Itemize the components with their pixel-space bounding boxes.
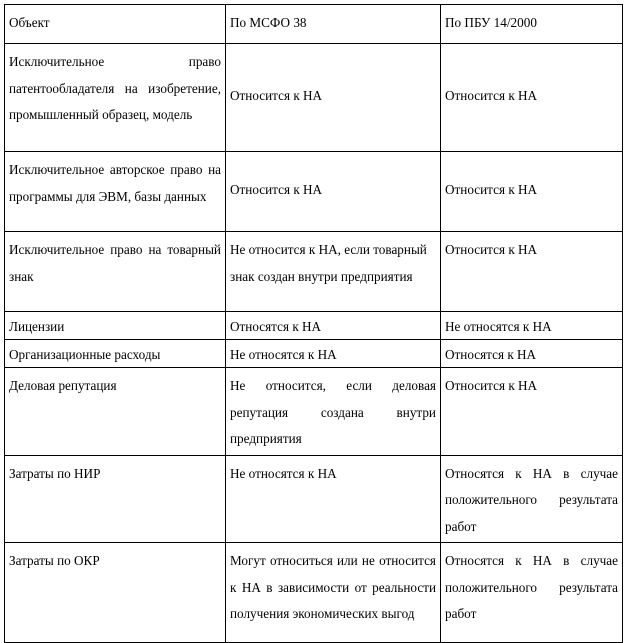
pbu-cell: Относится к НА <box>441 368 623 456</box>
msfo-cell: Не относятся к НА <box>226 340 441 368</box>
header-cell-object: Объект <box>5 5 226 44</box>
header-cell-pbu: По ПБУ 14/2000 <box>441 5 623 44</box>
table-row <box>5 232 623 312</box>
table-header-row <box>5 5 623 44</box>
table-row <box>5 368 623 456</box>
table-row <box>5 44 623 152</box>
msfo-cell: Относятся к НА <box>226 312 441 340</box>
pbu-cell: Не относятся к НА <box>441 312 623 340</box>
object-cell: Деловая репутация <box>5 368 226 456</box>
pbu-cell: Относится к НА <box>441 232 623 312</box>
table-row <box>5 543 623 643</box>
msfo-cell: Могут относиться или не относится к НА в зависимости от реальности получения экономических выгод <box>226 543 441 643</box>
table-row <box>5 312 623 340</box>
object-cell: Исключительное право патентообладателя на изобретение, промышленный образец, модель <box>5 44 226 152</box>
pbu-cell: Относятся к НА в случае положительного результата работ <box>441 543 623 643</box>
msfo-cell: Не относится, если деловая репутация создана внутри предприятия <box>226 368 441 456</box>
object-cell: Затраты по ОКР <box>5 543 226 643</box>
msfo-cell: Не относится к НА, если товарный знак создан внутри предприятия <box>226 232 441 312</box>
object-cell: Исключительное право на товарный знак <box>5 232 226 312</box>
msfo-cell: Относится к НА <box>226 152 441 232</box>
msfo-cell: Относится к НА <box>226 44 441 152</box>
pbu-cell: Относится к НА <box>441 152 623 232</box>
table-row <box>5 152 623 232</box>
object-cell: Лицензии <box>5 312 226 340</box>
pbu-cell: Относятся к НА <box>441 340 623 368</box>
object-cell: Затраты по НИР <box>5 455 226 543</box>
comparison-table <box>4 4 623 643</box>
object-cell: Исключительное авторское право на программы для ЭВМ, базы данных <box>5 152 226 232</box>
pbu-cell: Относятся к НА в случае положительного результата работ <box>441 455 623 543</box>
header-cell-msfo: По МСФО 38 <box>226 5 441 44</box>
pbu-cell: Относится к НА <box>441 44 623 152</box>
object-cell: Организационные расходы <box>5 340 226 368</box>
msfo-cell: Не относятся к НА <box>226 455 441 543</box>
table-row <box>5 340 623 368</box>
table-row <box>5 455 623 543</box>
